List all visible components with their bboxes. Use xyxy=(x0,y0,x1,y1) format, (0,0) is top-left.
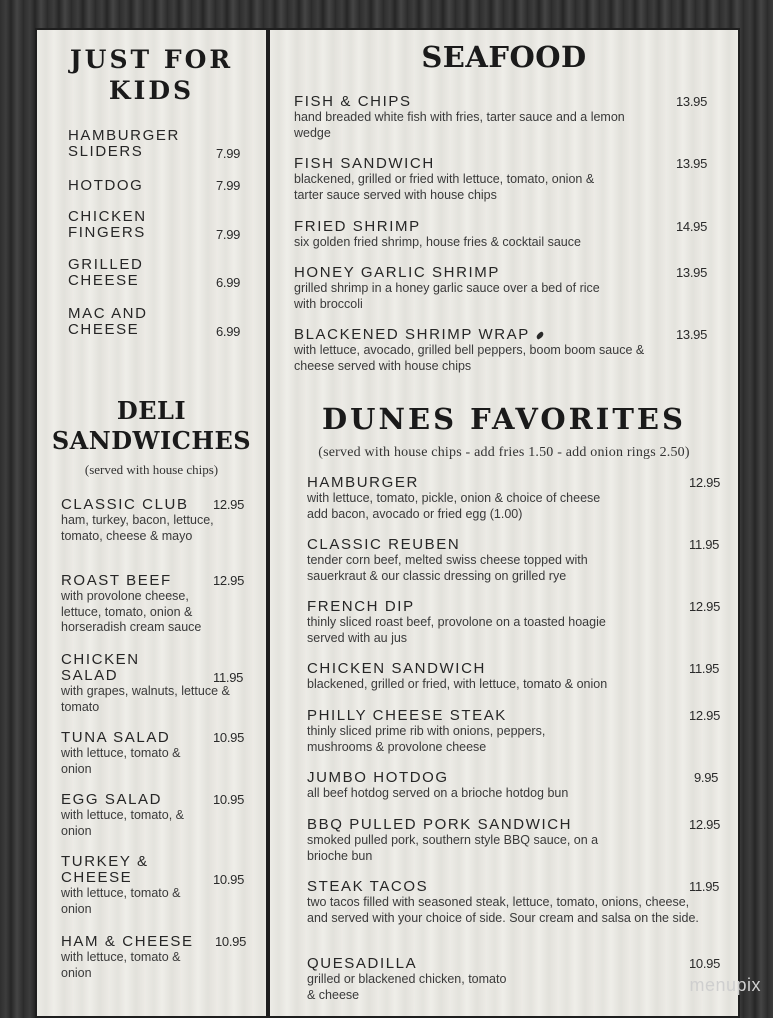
item-price: 12.95 xyxy=(689,708,721,723)
item-price: 12.95 xyxy=(689,599,721,614)
item-name: FISH & CHIPS xyxy=(294,93,412,110)
item-name: HAM & CHEESE xyxy=(61,933,194,950)
item-price: 11.95 xyxy=(213,670,244,685)
item-name: MAC AND CHEESE xyxy=(68,305,148,338)
item-name: CLASSIC REUBEN xyxy=(307,536,461,553)
item-price: 10.95 xyxy=(689,956,721,971)
item-name: QUESADILLA xyxy=(307,955,418,972)
item-price: 13.95 xyxy=(676,156,708,171)
item-description: with lettuce, tomato & onion xyxy=(61,746,181,776)
favorites-item xyxy=(307,817,727,864)
item-price: 11.95 xyxy=(689,537,720,552)
seafood-item xyxy=(294,156,714,203)
kids-item xyxy=(68,127,241,161)
item-description: with lettuce, avocado, grilled bell peppers, boom boom sauce & cheese served with house chips xyxy=(294,343,645,373)
favorites-section-title: DUNES FAVORITES xyxy=(322,402,686,436)
item-price: 13.95 xyxy=(676,94,708,109)
item-price: 13.95 xyxy=(676,327,708,342)
item-name: STEAK TACOS xyxy=(307,878,429,895)
item-description: grilled shrimp in a honey garlic sauce over a bed of rice with broccoli xyxy=(294,281,600,311)
item-description: two tacos filled with seasoned steak, lettuce, tomato, onions, cheese, and served with your choice of side. Sour cream and salsa on the side. xyxy=(307,895,699,925)
favorites-item xyxy=(307,879,727,926)
item-price: 12.95 xyxy=(213,573,245,588)
seafood-item xyxy=(294,94,714,141)
item-price: 14.95 xyxy=(676,219,708,234)
item-name: FRENCH DIP xyxy=(307,598,415,615)
item-name: TURKEY & CHEESE xyxy=(61,853,149,886)
item-name: TUNA SALAD xyxy=(61,729,171,746)
right-menu-panel xyxy=(268,28,740,1018)
item-description: with lettuce, tomato & onion xyxy=(61,950,181,980)
item-description: all beef hotdog served on a brioche hotdog bun xyxy=(307,786,569,800)
item-description: with lettuce, tomato, pickle, onion & choice of cheese add bacon, avocado or fried egg (1.00) xyxy=(307,491,601,521)
seafood-item xyxy=(294,265,714,312)
watermark: menupix xyxy=(689,975,761,995)
item-name: EGG SALAD xyxy=(61,791,163,808)
item-price: 12.95 xyxy=(213,497,245,512)
left-menu-panel xyxy=(35,28,268,1018)
item-price: 11.95 xyxy=(689,879,720,894)
deli-item xyxy=(61,729,245,777)
deli-item xyxy=(61,496,245,544)
kids-item xyxy=(68,256,241,290)
seafood-item xyxy=(294,327,714,374)
kids-item xyxy=(68,208,241,242)
item-description: hand breaded white fish with fries, tarter sauce and a lemon wedge xyxy=(294,110,625,140)
item-description: thinly sliced roast beef, provolone on a toasted hoagie served with au jus xyxy=(307,615,606,645)
item-price: 10.95 xyxy=(213,792,245,807)
item-name: GRILLED CHEESE xyxy=(68,256,144,289)
item-name: ROAST BEEF xyxy=(61,572,172,589)
deli-section-note: (served with house chips) xyxy=(84,462,219,477)
favorites-item xyxy=(307,599,727,646)
item-price: 13.95 xyxy=(676,265,708,280)
item-name xyxy=(294,327,714,343)
chili-pepper-icon xyxy=(535,331,544,340)
item-price: 7.99 xyxy=(216,178,241,193)
item-name: CHICKEN SALAD xyxy=(61,651,140,684)
deli-item xyxy=(61,572,245,636)
item-description: smoked pulled pork, southern style BBQ sauce, on a brioche bun xyxy=(307,833,599,863)
favorites-item xyxy=(307,956,727,1003)
deli-item xyxy=(61,853,245,917)
item-name: FRIED SHRIMP xyxy=(294,218,421,235)
item-name: CHICKEN FINGERS xyxy=(68,208,147,241)
item-name: BBQ PULLED PORK SANDWICH xyxy=(307,816,573,833)
item-name: JUMBO HOTDOG xyxy=(307,769,449,786)
item-price: 12.95 xyxy=(689,475,721,490)
deli-item xyxy=(61,933,247,981)
item-description: with lettuce, tomato & onion xyxy=(61,886,181,916)
favorites-item xyxy=(307,708,727,755)
favorites-section-note: (served with house chips - add fries 1.50 - add onion rings 2.50) xyxy=(318,445,690,460)
item-price: 6.99 xyxy=(216,324,241,339)
item-description: six golden fried shrimp, house fries & cocktail sauce xyxy=(294,235,581,249)
item-price: 6.99 xyxy=(216,275,241,290)
favorites-item xyxy=(307,661,727,693)
item-description: blackened, grilled or fried with lettuce, tomato, onion & tarter sauce served with house chips xyxy=(294,172,595,202)
item-description: tender corn beef, melted swiss cheese topped with sauerkraut & our classic dressing on grilled rye xyxy=(307,553,588,583)
item-description: grilled or blackened chicken, tomato & cheese xyxy=(307,972,507,1002)
seafood-section-title: SEAFOOD xyxy=(421,40,587,74)
item-price: 10.95 xyxy=(213,872,245,887)
kids-section-title: JUST FOR KIDS xyxy=(69,45,234,105)
item-description: with lettuce, tomato, & onion xyxy=(61,808,184,838)
kids-item xyxy=(68,177,241,194)
item-description: with grapes, walnuts, lettuce & tomato xyxy=(61,684,230,714)
item-description: blackened, grilled or fried, with lettuce, tomato & onion xyxy=(307,677,608,691)
deli-item xyxy=(61,651,244,715)
item-price: 7.99 xyxy=(216,146,241,161)
deli-section-title: DELI SANDWICHES xyxy=(51,396,252,455)
item-name: HAMBURGER xyxy=(307,474,419,491)
deli-item xyxy=(61,791,245,839)
item-name: FISH SANDWICH xyxy=(294,155,435,172)
item-description: ham, turkey, bacon, lettuce, tomato, cheese & mayo xyxy=(61,513,214,543)
favorites-item xyxy=(307,475,727,522)
item-price: 11.95 xyxy=(689,661,720,676)
item-name-text: BLACKENED SHRIMP WRAP xyxy=(294,326,530,343)
favorites-item xyxy=(307,537,727,584)
kids-item xyxy=(68,305,241,339)
item-description: thinly sliced prime rib with onions, peppers, mushrooms & provolone cheese xyxy=(307,724,546,754)
item-price: 10.95 xyxy=(213,730,245,745)
item-price: 12.95 xyxy=(689,817,721,832)
favorites-item xyxy=(307,770,727,802)
item-price: 7.99 xyxy=(216,227,241,242)
item-name: CHICKEN SANDWICH xyxy=(307,660,486,677)
item-price: 10.95 xyxy=(215,934,247,949)
item-name: CLASSIC CLUB xyxy=(61,496,189,513)
item-name: HAMBURGER SLIDERS xyxy=(68,127,180,160)
item-name: PHILLY CHEESE STEAK xyxy=(307,707,507,724)
item-description: with provolone cheese, lettuce, tomato, onion & horseradish cream sauce xyxy=(61,589,202,634)
item-name: HOTDOG xyxy=(68,177,144,194)
item-price: 9.95 xyxy=(694,770,719,785)
seafood-item xyxy=(294,219,714,251)
item-name: HONEY GARLIC SHRIMP xyxy=(294,264,500,281)
